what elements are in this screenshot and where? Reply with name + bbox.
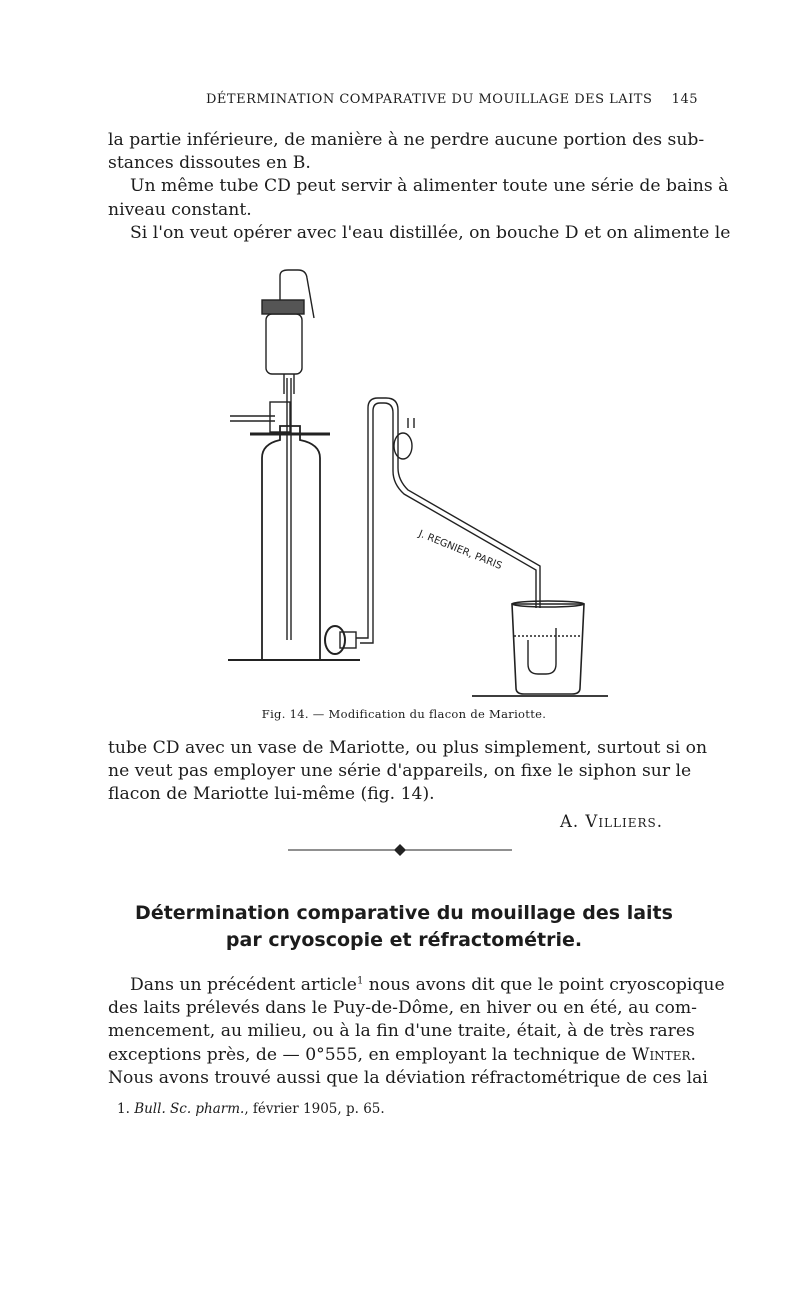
text-line: ne veut pas employer une série d'appareils, on fixe le siphon sur le [108, 761, 692, 782]
top-paragraph [108, 129, 731, 245]
article-title-line: par cryoscopie et réfractométrie. [225, 929, 583, 951]
figure-caption: Fig. 14. — Modification du flacon de Mariotte. [261, 707, 547, 721]
footnote-source: Bull. Sc. pharm. [134, 1101, 245, 1117]
text-line: Si l'on veut opérer avec l'eau distillée, on bouche D et on alimente le [130, 222, 731, 243]
text-line: exceptions près, de — 0°555, en employant la technique de Winter. [108, 1044, 696, 1065]
footnote [117, 1101, 385, 1117]
mariotte-flask-illustration [210, 268, 620, 708]
text-line: stances dissoutes en B. [108, 153, 311, 174]
ornament-divider-icon [288, 843, 512, 857]
running-head-title: DÉTERMINATION COMPARATIVE DU MOUILLAGE DES LAITS [206, 92, 653, 107]
text-line: Un même tube CD peut servir à alimenter toute une série de bains à [130, 176, 729, 197]
page-number: 145 [671, 92, 698, 107]
text-line: Dans un précédent article$^1$ nous avons dit que le point cryoscopique [130, 975, 725, 995]
footnote-details: , février 1905, p. 65. [244, 1101, 385, 1117]
article-title [108, 900, 700, 954]
text-line: des laits prélevés dans le Puy-de-Dôme, en hiver ou en été, au com- [108, 998, 697, 1019]
text-line: flacon de Mariotte lui-même (fig. 14). [108, 784, 435, 805]
footnote-number: 1. [117, 1101, 130, 1117]
author-signature: A. Villiers. [560, 812, 663, 831]
engraver-signature: J. REGNIER, PARIS [416, 528, 504, 573]
article-body [108, 974, 725, 1090]
text-line: la partie inférieure, de manière à ne perdre aucune portion des sub- [108, 130, 705, 150]
text-line: Nous avons trouvé aussi que la déviation réfractométrique de ces lai [108, 1067, 708, 1088]
text-line: mencement, au milieu, ou à la fin d'une traite, était, à de très rares [108, 1021, 695, 1042]
article-title-line: Détermination comparative du mouillage des laits [135, 902, 673, 924]
text-line: niveau constant. [108, 199, 252, 220]
text-line: tube CD avec un vase de Mariotte, ou plus simplement, surtout si on [108, 738, 708, 758]
middle-paragraph [108, 737, 708, 807]
footnote-marker: 1 [356, 975, 364, 987]
figure-mariotte-flask [210, 268, 620, 708]
